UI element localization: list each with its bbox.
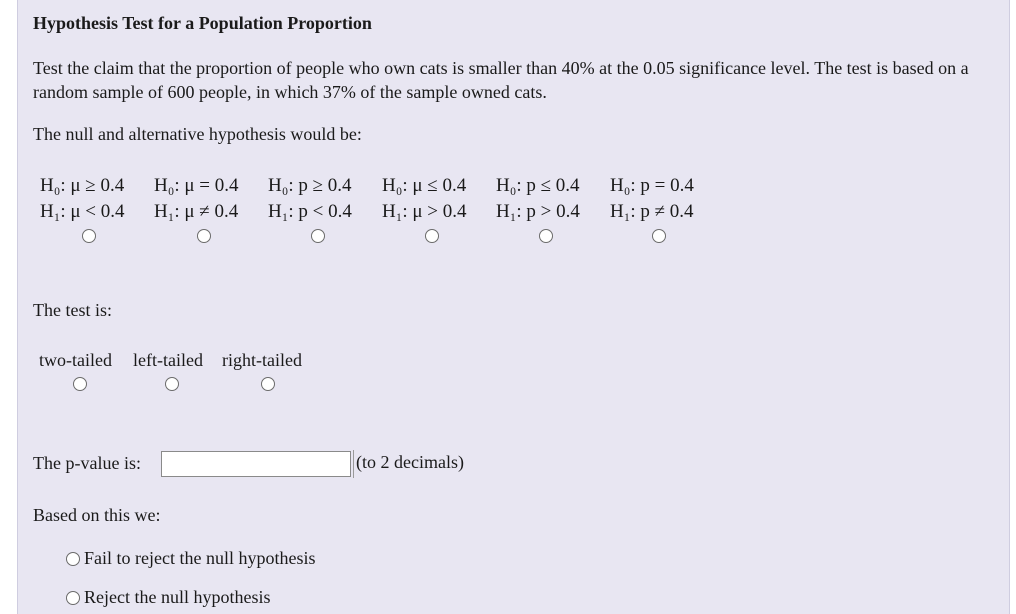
hypothesis-option-4-h0: H₀: μ ≤ 0.4 [382,175,467,196]
hypothesis-option-3-h1: H₁: p < 0.4 [268,201,352,222]
hypothesis-option-5-h1: H₁: p > 0.4 [496,201,580,222]
decision-radio-reject[interactable] [66,591,80,605]
problem-statement: Test the claim that the proportion of people who own cats is smaller than 40% at the 0.05 significance level. The test is based on a random sample of 600 people, in which 37% of the sample owned cats. [33,58,969,102]
hypothesis-option-3-h0: H₀: p ≥ 0.4 [268,175,352,196]
tail-radio-right-tailed[interactable] [261,377,275,391]
tail-radio-left-tailed[interactable] [165,377,179,391]
hypothesis-option-6-h1: H₁: p ≠ 0.4 [610,201,694,222]
pvalue-input[interactable] [161,451,351,477]
hypothesis-option-4-h1: H₁: μ > 0.4 [382,201,467,222]
tail-radio-two-tailed[interactable] [73,377,87,391]
hypothesis-option-3 [268,173,388,225]
decision-reject-label: Reject the null hypothesis [84,587,271,607]
pvalue-label: The p-value is: [33,453,141,473]
pvalue-hint: (to 2 decimals) [356,452,464,472]
hypothesis-option-2-h0: H₀: μ = 0.4 [154,175,239,196]
hypothesis-radio-5[interactable] [539,229,553,243]
hypothesis-option-5 [496,173,616,225]
hypothesis-option-6-h0: H₀: p = 0.4 [610,175,694,196]
hypothesis-option-1 [40,173,160,225]
hypothesis-radio-6[interactable] [652,229,666,243]
hypothesis-option-4 [382,173,502,225]
pvalue-hint-divider [353,450,354,478]
hypothesis-option-6 [610,173,730,225]
hypothesis-option-5-h0: H₀: p ≤ 0.4 [496,175,580,196]
hypothesis-option-1-h1: H₁: μ < 0.4 [40,201,125,222]
decision-radio-fail-to-reject[interactable] [66,552,80,566]
tail-option-right-tailed-label: right-tailed [222,350,302,370]
hypothesis-radio-3[interactable] [311,229,325,243]
hypothesis-option-2 [154,173,274,225]
tail-option-left-tailed-label: left-tailed [133,350,203,370]
hypothesis-option-2-h1: H₁: μ ≠ 0.4 [154,201,239,222]
decision-fail-to-reject-label: Fail to reject the null hypothesis [84,548,316,568]
hypothesis-radio-1[interactable] [82,229,96,243]
question-panel [17,0,1010,614]
hypothesis-radio-4[interactable] [425,229,439,243]
hypothesis-radio-2[interactable] [197,229,211,243]
hypothesis-option-1-h0: H₀: μ ≥ 0.4 [40,175,125,196]
decision-prompt: Based on this we: [33,505,161,525]
question-title: Hypothesis Test for a Population Proportion [33,13,372,33]
hypothesis-prompt: The null and alternative hypothesis would be: [33,124,362,144]
test-type-prompt: The test is: [33,300,112,320]
tail-option-two-tailed-label: two-tailed [39,350,112,370]
